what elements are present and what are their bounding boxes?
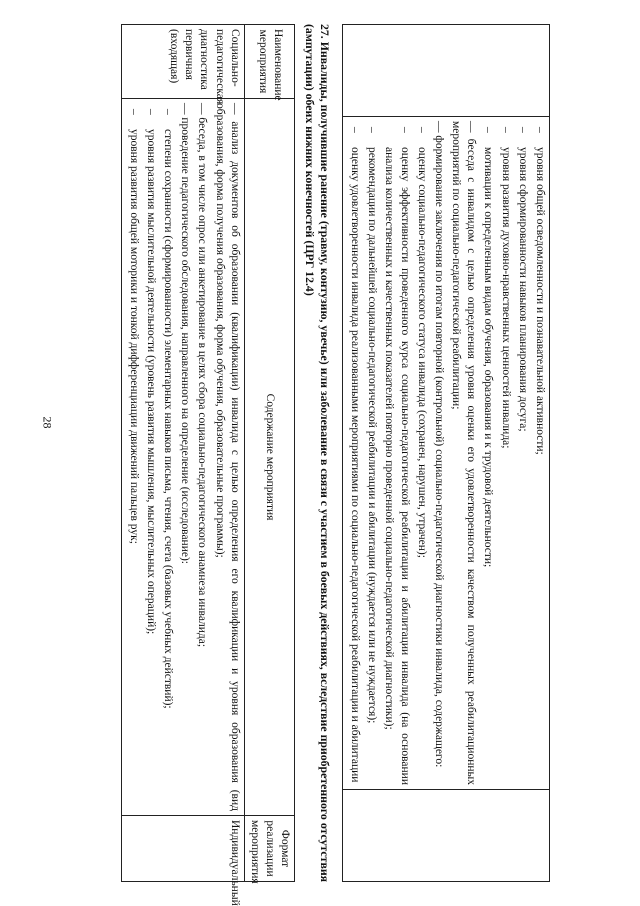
list-item: – уровня развития духовно-нравственных ценностей инвалида;	[497, 121, 512, 785]
list-item: – оценку социально-педагогического статуса инвалида (сохранен, нарушен, утрачен);	[414, 121, 429, 785]
list-item: – уровня сформированности навыков планирования досуга;	[515, 121, 530, 785]
continuation-row	[342, 25, 549, 882]
row-format-cell: Индивидуальный	[121, 816, 244, 882]
list-item: — формирование заключения по итогам повторной (контрольной) социально-педагогической диагностики инвалида, содержащего:	[432, 121, 445, 768]
list-item: – оценку эффективности проведенного курса социально-педагогической реабилитации и абилитации инвалида (на основании анализа количественных и качественных показателей повторно проведенной социально-педагогической диагностики);	[381, 121, 411, 785]
row-content-cell	[121, 99, 244, 816]
header-name: Наименование мероприятия	[244, 25, 295, 99]
list-item: — беседа с инвалидом с целью определения уровня оценки его удовлетворенности качеством полученных реабилитационных мероприятий по социально-педагогической реабилитации;	[450, 121, 478, 785]
list-item: – степени сохранности (сформированности) элементарных навыков письма, чтения, счета (базовых учебных действий);	[160, 103, 175, 811]
table-row	[121, 25, 244, 882]
section-title: 27. Инвалиды, получившие ранение (травму, контузию, увечье) или заболевание в связи с участием в боевых действиях, вследствие приобретенного отсутствия (ампутации) обеих нижних конечностей (ЦРГ 12.4)	[302, 24, 332, 882]
continuation-name-cell	[342, 25, 549, 117]
row-content-list	[126, 103, 242, 811]
list-item: — беседа, в том числе опрос или анкетирование в целях сбора социально-педагогического анамнеза инвалида;	[196, 103, 209, 648]
list-item: – рекомендации по дальнейшей социально-педагогической реабилитации и абилитации (нуждается или не нуждается);	[364, 121, 379, 785]
list-item: — проведение педагогического обследования, направленного на определение (исследование):	[179, 103, 192, 564]
continuation-content-cell	[342, 117, 549, 790]
header-content: Содержание мероприятия	[244, 99, 295, 816]
list-item: – оценку удовлетворенности инвалида реализованными мероприятиями по социально-педагогической реабилитации и абилитации	[347, 121, 362, 785]
list-item: – уровня развития общей моторики и тонкой дифференциации движений пальцев рук;	[126, 103, 141, 811]
list-item: — анализ документов об образовании (квалификации) инвалида с целью определения его квалификации и уровня образования (вид образования, форма получения образования, форма обучения, образовательные программы);	[213, 103, 241, 811]
measures-table	[121, 24, 296, 906]
page-number-upright: 28	[40, 416, 55, 429]
list-item: – уровня развития мыслительной деятельности (уровень развития мышления, мыслительных операций);	[143, 103, 158, 811]
list-item: – уровня общей осведомленности и познавательной активности;	[532, 121, 547, 785]
continuation-list	[347, 121, 547, 785]
rotated-page-content	[30, 24, 550, 906]
continuation-table	[342, 24, 550, 882]
row-name-cell: Социально-педагогическая диагностика первичная (входящая)	[121, 25, 244, 99]
table-header-row	[244, 25, 295, 882]
header-format: Формат реализации мероприятия	[244, 816, 295, 882]
list-item: – мотивации к определенным видам обучения, образования и к трудовой деятельности;	[480, 121, 495, 785]
continuation-format-cell	[342, 790, 549, 882]
